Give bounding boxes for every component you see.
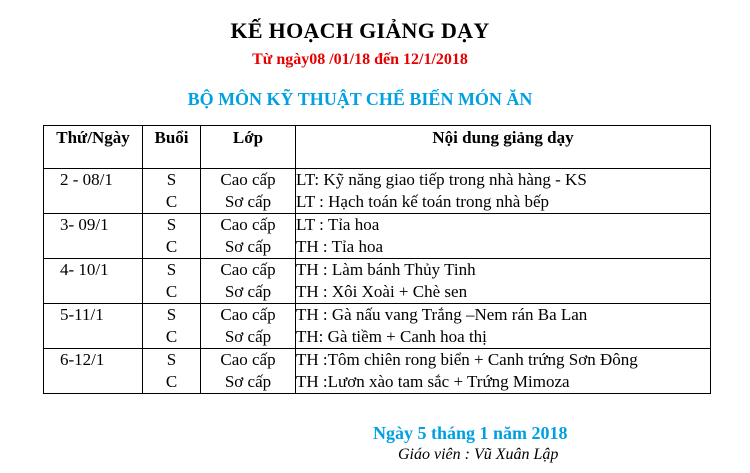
teacher-name: Giáo viên : Vũ Xuân Lập: [398, 446, 559, 463]
class-cell: Cao cấp Sơ cấp: [201, 304, 296, 349]
document-title: KẾ HOẠCH GIẢNG DẠY: [230, 18, 490, 43]
teaching-plan-table: [43, 125, 711, 394]
table-row: [44, 349, 711, 394]
content-cell: TH :Tôm chiên rong biển + Canh trứng Sơn Đông TH :Lươn xào tam sắc + Trứng Mimoza: [296, 349, 711, 394]
header-day: Thứ/Ngày: [44, 126, 143, 169]
day-cell: 6-12/1: [44, 349, 143, 394]
session-cell: S C: [143, 349, 201, 394]
day-cell: 2 - 08/1: [44, 169, 143, 214]
day-cell: 4- 10/1: [44, 259, 143, 304]
signature-date: Ngày 5 tháng 1 năm 2018: [373, 423, 568, 443]
date-range: Từ ngày08 /01/18 đến 12/1/2018: [252, 51, 468, 68]
session-cell: S C: [143, 304, 201, 349]
class-cell: Cao cấp Sơ cấp: [201, 214, 296, 259]
table-row: [44, 304, 711, 349]
class-cell: Cao cấp Sơ cấp: [201, 259, 296, 304]
header-content: Nội dung giảng dạy: [296, 126, 711, 169]
department-title: BỘ MÔN KỸ THUẬT CHẾ BIẾN MÓN ĂN: [187, 89, 533, 109]
table-row: [44, 169, 711, 214]
day-cell: 3- 09/1: [44, 214, 143, 259]
session-cell: S C: [143, 259, 201, 304]
content-cell: LT : Tỉa hoa TH : Tỉa hoa: [296, 214, 711, 259]
session-cell: S C: [143, 169, 201, 214]
table-row: [44, 259, 711, 304]
content-cell: TH : Làm bánh Thủy Tinh TH : Xôi Xoài + Chè sen: [296, 259, 711, 304]
header-session: Buổi: [143, 126, 201, 169]
day-cell: 5-11/1: [44, 304, 143, 349]
class-cell: Cao cấp Sơ cấp: [201, 349, 296, 394]
class-cell: Cao cấp Sơ cấp: [201, 169, 296, 214]
session-cell: S C: [143, 214, 201, 259]
content-cell: TH : Gà nấu vang Trắng –Nem rán Ba Lan TH: Gà tiềm + Canh hoa thị: [296, 304, 711, 349]
table-header-row: [44, 126, 711, 169]
table-row: [44, 214, 711, 259]
content-cell: LT: Kỹ năng giao tiếp trong nhà hàng - KS LT : Hạch toán kế toán trong nhà bếp: [296, 169, 711, 214]
header-class: Lớp: [201, 126, 296, 169]
